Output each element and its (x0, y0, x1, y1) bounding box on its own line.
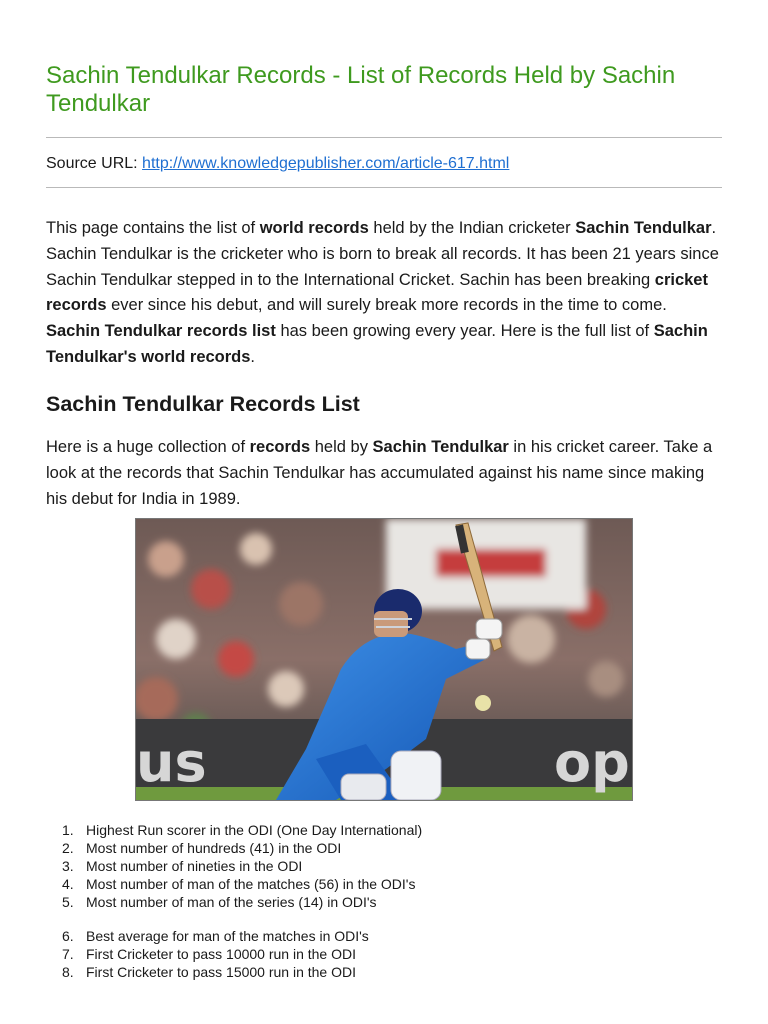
intro-text: held by the Indian cricketer (368, 219, 576, 237)
intro-bold: Sachin Tendulkar records list (46, 322, 276, 341)
source-line (46, 154, 509, 174)
batting-glove-bottom (466, 639, 490, 659)
para-text: Here is a huge collection of (46, 438, 250, 456)
list-item: 1. Highest Run scorer in the ODI (One Day International) (62, 822, 423, 838)
divider-top (46, 137, 722, 138)
list-item: 5. Most number of man of the series (14) in ODI's (62, 894, 377, 910)
intro-text: has been growing every year. Here is the full list of (275, 322, 654, 341)
intro-bold: Sachin Tendulkar (575, 219, 712, 237)
face (374, 611, 408, 637)
list-item: 2. Most number of hundreds (41) in the ODI (62, 840, 342, 856)
para-text: in his cricket career. Take a look at the records that Sachin Tendulkar has accumulated against his name since making his debut for India in 1989. (46, 438, 713, 508)
intro-text: . Sachin Tendulkar is the cricketer who is born to break all records. It has been 21 years since Sachin Tendulkar stepped in to the International Cricket. Sachin has been breaking (46, 219, 719, 289)
records-list (46, 821, 722, 981)
list-item: 8. First Cricketer to pass 15000 run in the ODI (62, 964, 356, 980)
para-bold: Sachin Tendulkar (372, 438, 509, 456)
intro-text: This page contains the list of (46, 219, 260, 237)
source-link[interactable]: http://www.knowledgepublisher.com/article-617.html (142, 155, 510, 172)
banner-text-left: us (136, 731, 207, 794)
intro-bold: Sachin Tendulkar's world records (46, 322, 708, 366)
source-label: Source URL: (46, 155, 143, 172)
banner-text-right: op (554, 731, 630, 794)
list-item: 3. Most number of nineties in the ODI (62, 858, 303, 874)
leg-pad-front (391, 751, 441, 800)
cricket-ball (475, 695, 491, 711)
list-item: 4. Most number of man of the matches (56) in the ODI's (62, 876, 416, 892)
photo-illustration (136, 519, 632, 800)
cricketer-photo (135, 518, 633, 801)
para-bold: records (249, 438, 311, 456)
intro-text: ever since his debut, and will surely break more records in the time to come. (106, 296, 667, 315)
list-item: 6. Best average for man of the matches in ODI's (62, 928, 369, 944)
intro-bold: world records (259, 219, 369, 237)
intro-text: . (250, 347, 256, 366)
intro-bold: cricket records (46, 270, 708, 315)
section-heading: Sachin Tendulkar Records List (46, 392, 360, 416)
leg-pad-back (341, 774, 386, 800)
divider-bottom (46, 187, 722, 188)
intro-paragraph (46, 216, 722, 371)
batting-glove-top (476, 619, 502, 639)
records-intro-paragraph (46, 435, 722, 512)
para-text: held by (310, 438, 373, 456)
page-title: Sachin Tendulkar Records - List of Records Held by Sachin Tendulkar (46, 62, 676, 117)
list-item: 7. First Cricketer to pass 10000 run in the ODI (62, 946, 356, 962)
